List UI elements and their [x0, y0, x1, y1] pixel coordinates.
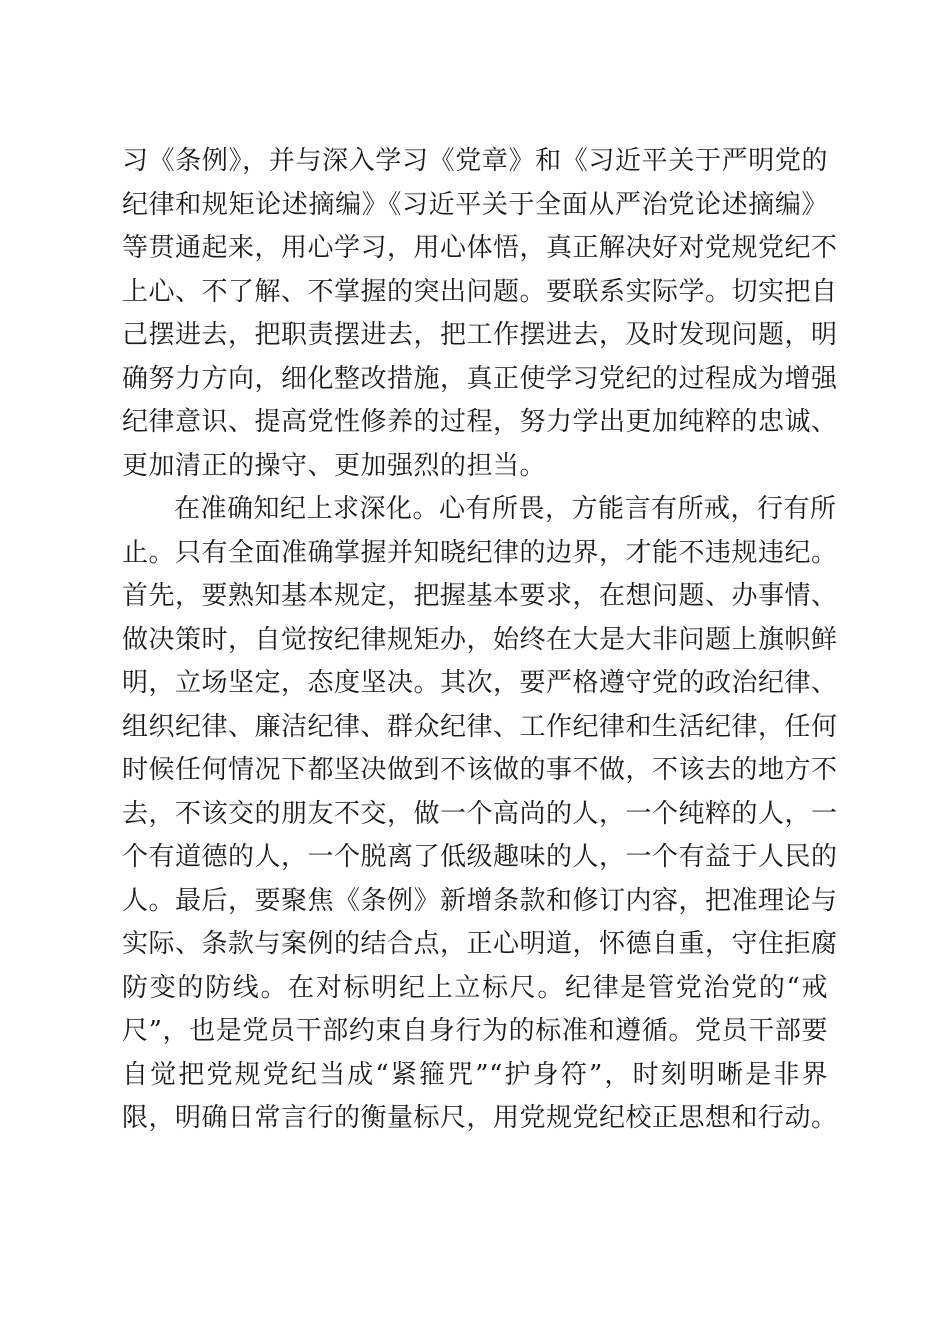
text-line: 止。只有全面准确掌握并知晓纪律的边界，才能不违规违纪。 — [122, 537, 838, 568]
text-line: 己摆进去，把职责摆进去，把工作摆进去，及时发现问题，明 — [122, 320, 838, 350]
text-line: 人。最后，要聚焦《条例》新增条款和修订内容，把准理论与 — [122, 885, 838, 916]
text-line: 实际、条款与案例的结合点，正心明道，怀德自重，守住拒腐 — [122, 929, 838, 959]
text-line: 纪律意识、提高党性修养的过程，努力学出更加纯粹的忠诚、 — [122, 407, 838, 437]
text-line: 明，立场坚定，态度坚决。其次，要严格遵守党的政治纪律、 — [122, 668, 838, 698]
text-line: 确努力方向，细化整改措施，真正使学习党纪的过程成为增强 — [122, 363, 838, 394]
text-line: 习《条例》，并与深入学习《党章》和《习近平关于严明党的 — [122, 146, 828, 176]
text-line: 在准确知纪上求深化。心有所畏，方能言有所戒，行有所 — [174, 494, 837, 524]
text-line: 做决策时，自觉按纪律规矩办，始终在大是大非问题上旗帜鲜 — [122, 624, 838, 655]
text-line: 防变的防线。在对标明纪上立标尺。纪律是管党治党的“戒 — [122, 972, 828, 1003]
text-line: 首先，要熟知基本规定，把握基本要求，在想问题、办事情、 — [122, 581, 838, 611]
text-line: 时候任何情况下都坚决做到不该做的事不做，不该去的地方不 — [122, 755, 838, 785]
text-line: 限，明确日常言行的衡量标尺，用党规党纪校正思想和行动。 — [122, 1103, 838, 1133]
text-line: 纪律和规矩论述摘编》《习近平关于全面从严治党论述摘编》 — [122, 189, 828, 220]
text-line: 更加清正的操守、更加强烈的担当。 — [122, 450, 547, 481]
text-line: 等贯通起来，用心学习，用心体悟，真正解决好对党规党纪不 — [122, 233, 838, 263]
paragraph-1 — [122, 140, 838, 488]
text-line: 去，不该交的朋友不交，做一个高尚的人，一个纯粹的人，一 — [122, 798, 838, 829]
text-line: 上心、不了解、不掌握的突出问题。要联系实际学。切实把自 — [122, 276, 838, 307]
text-line: 尺”，也是党员干部约束自身行为的标准和遵循。党员干部要 — [122, 1016, 828, 1046]
text-line: 个有道德的人，一个脱离了低级趣味的人，一个有益于人民的 — [122, 842, 838, 872]
text-line: 组织纪律、廉洁纪律、群众纪律、工作纪律和生活纪律，任何 — [122, 711, 838, 742]
document-body — [122, 140, 838, 1141]
text-line: 自觉把党规党纪当成“紧箍咒”“护身符”，时刻明晰是非界 — [122, 1059, 828, 1090]
paragraph-2 — [122, 488, 838, 1141]
